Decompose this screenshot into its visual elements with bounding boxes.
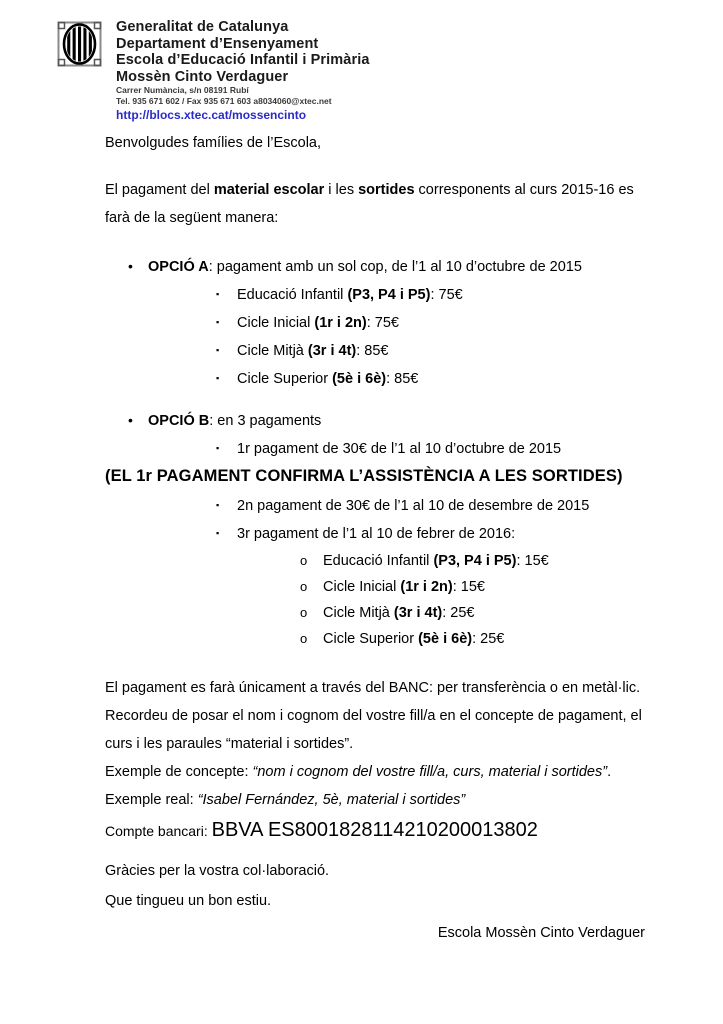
- text-run: (EL 1r PAGAMENT CONFIRMA L’ASSISTÈNCIA A LES SORTIDES): [105, 467, 623, 485]
- signature-line: [105, 919, 690, 947]
- text-run: (P3, P4 i P5): [347, 287, 431, 303]
- text-run: OPCIÓ A: [148, 259, 209, 275]
- text-run: 2n pagament de 30€ de l’1 al 10 de desembre de 2015: [237, 498, 590, 514]
- text-run: 3r pagament de l’1 al 10 de febrer de 2016:: [237, 526, 516, 542]
- intro-line-2: [105, 204, 690, 232]
- text-run: farà de la següent manera:: [105, 210, 279, 226]
- bank-account-line: [105, 814, 690, 847]
- bullet-marker-icon: •: [128, 412, 133, 428]
- text-run: El pagament es farà únicament a través del BANC: per transferència o en metàl·lic.: [105, 680, 641, 696]
- thanks-line: [105, 857, 690, 885]
- text-run: Cicle Superior: [237, 371, 333, 387]
- bullet-marker-icon: o: [300, 631, 308, 646]
- farewell-line: [105, 887, 690, 915]
- text-run: : 25€: [472, 631, 505, 647]
- reminder-line-2: [105, 730, 690, 758]
- text-run: BBVA ES8001828114210200013802: [211, 819, 538, 841]
- text-run: (P3, P4 i P5): [433, 553, 517, 569]
- text-run: (3r i 4t): [393, 605, 443, 621]
- bullet-marker-icon: ▪: [216, 528, 220, 538]
- option-b-heading: [105, 407, 690, 435]
- letterhead-text: [116, 19, 370, 124]
- option-a-item-infantil: [105, 281, 690, 309]
- text-run: 1r pagament de 30€ de l’1 al 10 d’octubre de 2015: [237, 441, 562, 457]
- text-run: : 85€: [386, 371, 419, 387]
- text-run: : 75€: [366, 315, 399, 331]
- bullet-marker-icon: ▪: [216, 443, 220, 453]
- payment-confirmation-note: [105, 463, 690, 490]
- school-name-line-2: Mossèn Cinto Verdaguer: [116, 68, 289, 85]
- option-b-payment-3: [105, 520, 690, 548]
- generalitat-logo-icon: [57, 19, 103, 69]
- text-run: Exemple real:: [105, 792, 198, 808]
- text-run: : 25€: [442, 605, 475, 621]
- text-run: : pagament amb un sol cop, de l’1 al 10 d’octubre de 2015: [208, 259, 582, 275]
- text-run: : 75€: [430, 287, 463, 303]
- text-run: .: [607, 764, 612, 780]
- text-run: (1r i 2n): [314, 315, 367, 331]
- text-run: Benvolgudes famílies de l’Escola,: [105, 135, 322, 151]
- text-run: i les: [324, 182, 359, 198]
- text-run: Cicle Inicial: [237, 315, 315, 331]
- text-run: Cicle Mitjà: [323, 605, 394, 621]
- option-b-payment-2: [105, 492, 690, 520]
- text-run: Que tingueu un bon estiu.: [105, 893, 272, 909]
- org-name-line-2: Departament d’Ensenyament: [116, 35, 319, 52]
- reminder-line-1: [105, 702, 690, 730]
- text-run: Cicle Superior: [323, 631, 419, 647]
- org-name-line-1: Generalitat de Catalunya: [116, 19, 289, 35]
- bullet-marker-icon: •: [128, 258, 133, 274]
- letterhead: [57, 19, 370, 124]
- bullet-marker-icon: ▪: [216, 373, 220, 383]
- contact-line: Tel. 935 671 602 / Fax 935 671 603 a8034060@xtec.net: [116, 95, 332, 106]
- text-run: Recordeu de posar el nom i cognom del vostre fill/a en el concepte de pagament, el: [105, 708, 642, 724]
- text-run: curs i les paraules “material i sortides”.: [105, 736, 354, 752]
- option-a-item-superior: [105, 365, 690, 393]
- text-run: “nom i cognom del vostre fill/a, curs, material i sortides”: [252, 764, 608, 780]
- text-run: Compte bancari:: [105, 823, 212, 839]
- bullet-marker-icon: ▪: [216, 317, 220, 327]
- text-run: Educació Infantil: [323, 553, 434, 569]
- bullet-marker-icon: ▪: [216, 345, 220, 355]
- bullet-marker-icon: ▪: [216, 500, 220, 510]
- payment-3-item-mitja: [105, 600, 690, 626]
- text-run: sortides: [358, 182, 415, 198]
- payment-3-item-infantil: [105, 548, 690, 574]
- bullet-marker-icon: ▪: [216, 289, 220, 299]
- text-run: : 15€: [516, 553, 549, 569]
- text-run: Cicle Inicial: [323, 579, 401, 595]
- text-run: corresponents al curs 2015-16 es: [414, 182, 634, 198]
- text-run: Gràcies per la vostra col·laboració.: [105, 863, 330, 879]
- text-run: : 15€: [452, 579, 485, 595]
- address-line: Carrer Numància, s/n 08191 Rubí: [116, 85, 249, 95]
- text-run: OPCIÓ B: [148, 413, 210, 429]
- option-a-heading: [105, 253, 690, 281]
- text-run: (5è i 6è): [332, 371, 387, 387]
- text-run: Educació Infantil: [237, 287, 348, 303]
- text-run: El pagament del: [105, 182, 214, 198]
- payment-3-item-inicial: [105, 574, 690, 600]
- document-body: [105, 129, 690, 947]
- text-run: Escola Mossèn Cinto Verdaguer: [437, 925, 645, 941]
- intro-line-1: [105, 176, 690, 204]
- text-run: Cicle Mitjà: [237, 343, 308, 359]
- text-run: : 85€: [356, 343, 389, 359]
- text-run: (1r i 2n): [400, 579, 453, 595]
- bullet-marker-icon: o: [300, 553, 308, 568]
- real-example-line: [105, 786, 690, 814]
- website-link[interactable]: http://blocs.xtec.cat/mossencinto: [116, 108, 307, 122]
- salutation: [105, 129, 690, 157]
- text-run: Exemple de concepte:: [105, 764, 253, 780]
- bullet-marker-icon: o: [300, 579, 308, 594]
- option-a-item-inicial: [105, 309, 690, 337]
- option-b-payment-1: [105, 435, 690, 463]
- concept-example-line: [105, 758, 690, 786]
- text-run: material escolar: [213, 182, 325, 198]
- school-name-line-1: Escola d’Educació Infantil i Primària: [116, 52, 370, 68]
- text-run: (5è i 6è): [418, 631, 473, 647]
- text-run: (3r i 4t): [307, 343, 357, 359]
- text-run: “Isabel Fernández, 5è, material i sortides”: [197, 792, 466, 808]
- option-a-item-mitja: [105, 337, 690, 365]
- bank-method-line: [105, 674, 690, 702]
- bullet-marker-icon: o: [300, 605, 308, 620]
- payment-3-item-superior: [105, 626, 690, 652]
- text-run: : en 3 pagaments: [209, 413, 322, 429]
